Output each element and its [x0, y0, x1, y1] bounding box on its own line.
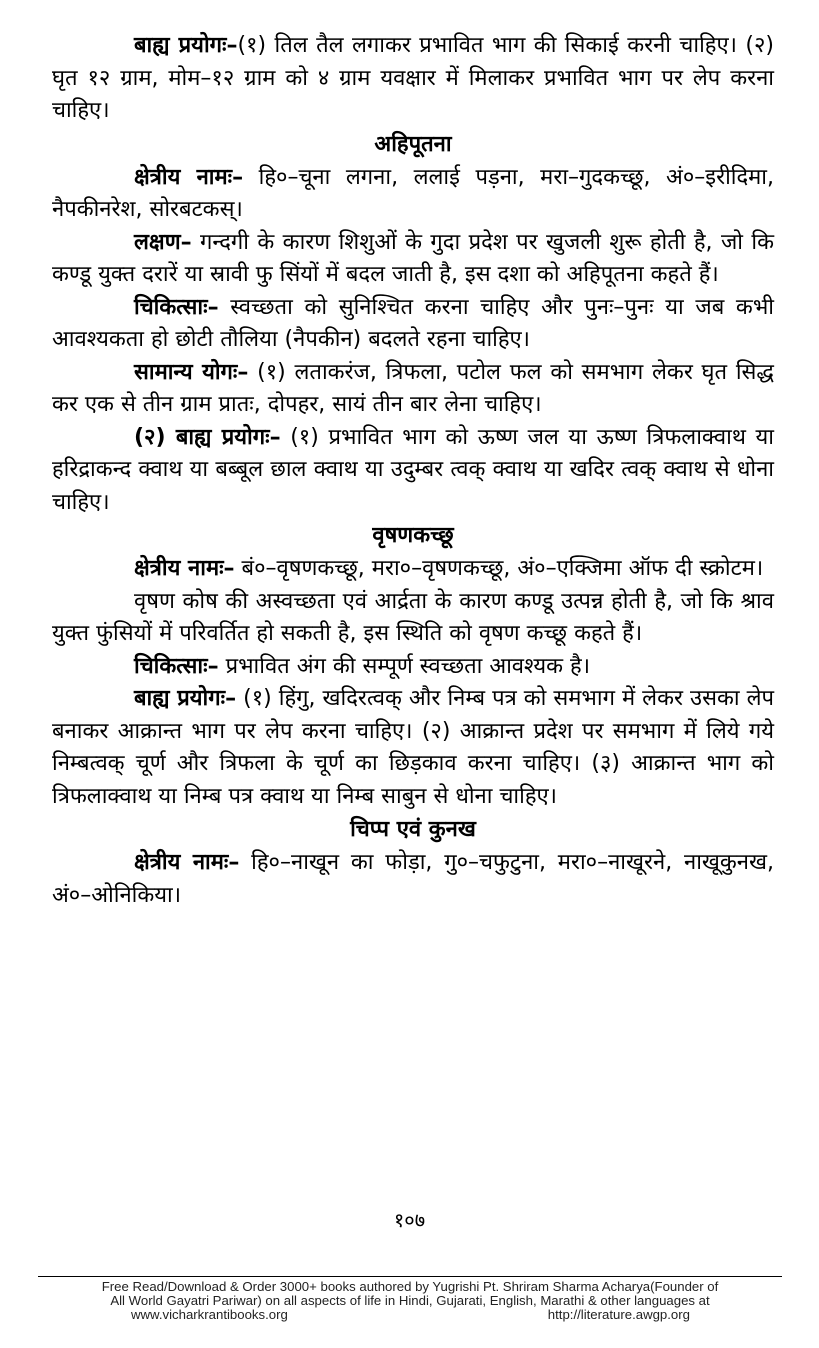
paragraph-bahya-prayog-2 [52, 422, 774, 520]
footer [38, 1280, 782, 1322]
label-kshetriya-naam-3: क्षेत्रीय नामः– [134, 850, 240, 875]
label-bahya-prayog: बाह्य प्रयोगः– [134, 33, 238, 58]
label-samanya-yog: सामान्य योगः– [134, 359, 249, 385]
text-chikitsa: स्वच्छता को सुनिश्चित करना चाहिए और पुनः–पुनः या जब कभी आवश्यकता हो छोटी तौलिया (नैपकीन) बदलते रहना चाहिए। [52, 294, 774, 352]
paragraph-kshetriya-naam-1 [52, 162, 774, 227]
page-number: १०७ [393, 1208, 426, 1232]
text-kshetriya-naam: हि०–चूना लगना, ललाई पड़ना, मरा–गुदकच्छू, अं०–इरीदिमा, नैपकीनरेश, सोरबटकस्। [52, 164, 774, 222]
footer-links [38, 1308, 782, 1322]
text-chikitsa-2: प्रभावित अंग की सम्पूर्ण स्वच्छता आवश्यक है। [218, 653, 591, 679]
text-kshetriya-naam-3: हि०–नाखून का फोड़ा, गु०–चफुटुना, मरा०–नाखूरने, नाखूकुनख, अं०–ओनिकिया। [52, 850, 774, 908]
footer-line-1: Free Read/Download & Order 3000+ books authored by Yugrishi Pt. Shriram Sharma Acharya(Founder of [101, 1279, 719, 1294]
label-bahya-prayog-3: बाह्य प्रयोगः– [134, 686, 237, 711]
footer-link-vicharkranti[interactable]: www.vicharkrantibooks.org [131, 1307, 288, 1322]
paragraph-bahya-prayog-1 [52, 30, 774, 128]
paragraph-kshetriya-naam-2 [52, 553, 774, 586]
paragraph-chikitsa-2 [52, 651, 774, 684]
heading-ahiputana: अहिपूतना [374, 131, 452, 157]
paragraph-bahya-prayog-3 [52, 683, 774, 813]
footer-line-2: All World Gayatri Pariwar) on all aspects of life in Hindi, Gujarati, English, Marathi & other languages at [110, 1293, 710, 1308]
paragraph-kshetriya-naam-3 [52, 847, 774, 912]
label-chikitsa: चिकित्साः– [134, 294, 219, 320]
heading-vrishankachchhu: वृषणकच्छू [372, 523, 454, 548]
paragraph-samanya-yog [52, 357, 774, 422]
footer-link-awgp[interactable]: http://literature.awgp.org [547, 1307, 690, 1322]
paragraph-lakshan [52, 227, 774, 292]
text-kshetriya-naam-2: बं०–वृषणकच्छू, मरा०–वृषणकच्छू, अं०–एक्जिमा ऑफ दी स्क्रोटम। [234, 556, 764, 581]
label-kshetriya-naam: क्षेत्रीय नामः– [134, 164, 244, 190]
footer-divider [38, 1276, 782, 1277]
label-kshetriya-naam-2: क्षेत्रीय नामः– [134, 556, 235, 581]
heading-chipp-evam-kunakh: चिप्प एवं कुनख [350, 817, 476, 842]
label-lakshan: लक्षण– [134, 229, 192, 255]
label-bahya-prayog-2: बाह्य प्रयोगः– [175, 424, 281, 450]
prefix-bahya-prayog-2: (२) [134, 424, 176, 450]
paragraph-vrishan-description: वृषण कोष की अस्वच्छता एवं आर्द्रता के कारण कण्डू उत्पन्न होती है, जो कि श्राव युक्त फुंसियों में परिवर्तित हो सकती है, इस स्थिति को वृषण कच्छू कहते हैं। [52, 588, 774, 646]
paragraph-chikitsa-1 [52, 292, 774, 357]
page-body [52, 30, 774, 912]
text-bahya-prayog-3: (१) हिंगु, खदिरत्वक् और निम्ब पत्र को समभाग में लेकर उसका लेप बनाकर आक्रान्त भाग पर लेप करना चाहिए। (२) आक्रान्त प्रदेश पर समभाग में लिये गये निम्बत्वक् चूर्ण और त्रिफला के चूर्ण का छिड़काव करना चाहिए। (३) आक्रान्त भाग को त्रिफलाक्वाथ या निम्ब पत्र क्वाथ या निम्ब साबुन से धोना चाहिए। [52, 686, 774, 809]
text-samanya-yog: (१) लताकरंज, त्रिफला, पटोल फल को समभाग लेकर घृत सिद्ध कर एक से तीन ग्राम प्रातः, दोपहर, सायं तीन बार लेना चाहिए। [52, 359, 774, 417]
text-bahya-prayog-2: (१) प्रभावित भाग को ऊष्ण जल या ऊष्ण त्रिफलाक्वाथ या हरिद्राकन्द क्वाथ या बब्बूल छाल क्वाथ या उदुम्बर त्वक् क्वाथ या खदिर त्वक् क्वाथ से धोना चाहिए। [52, 424, 774, 515]
text-lakshan: गन्दगी के कारण शिशुओं के गुदा प्रदेश पर खुजली शुरू होती है, जो कि कण्डू युक्त दरारें या स्रावी फु सिंयों में बदल जाती है, इस दशा को अहिपूतना कहते हैं। [52, 229, 774, 287]
label-chikitsa-2: चिकित्साः– [134, 653, 219, 679]
text-bahya-prayog: (१) तिल तैल लगाकर प्रभावित भाग की सिकाई करनी चाहिए। (२) घृत १२ ग्राम, मोम–१२ ग्राम को ४ ग्राम यवक्षार में मिलाकर प्रभावित भाग पर लेप करना चाहिए। [52, 33, 774, 123]
